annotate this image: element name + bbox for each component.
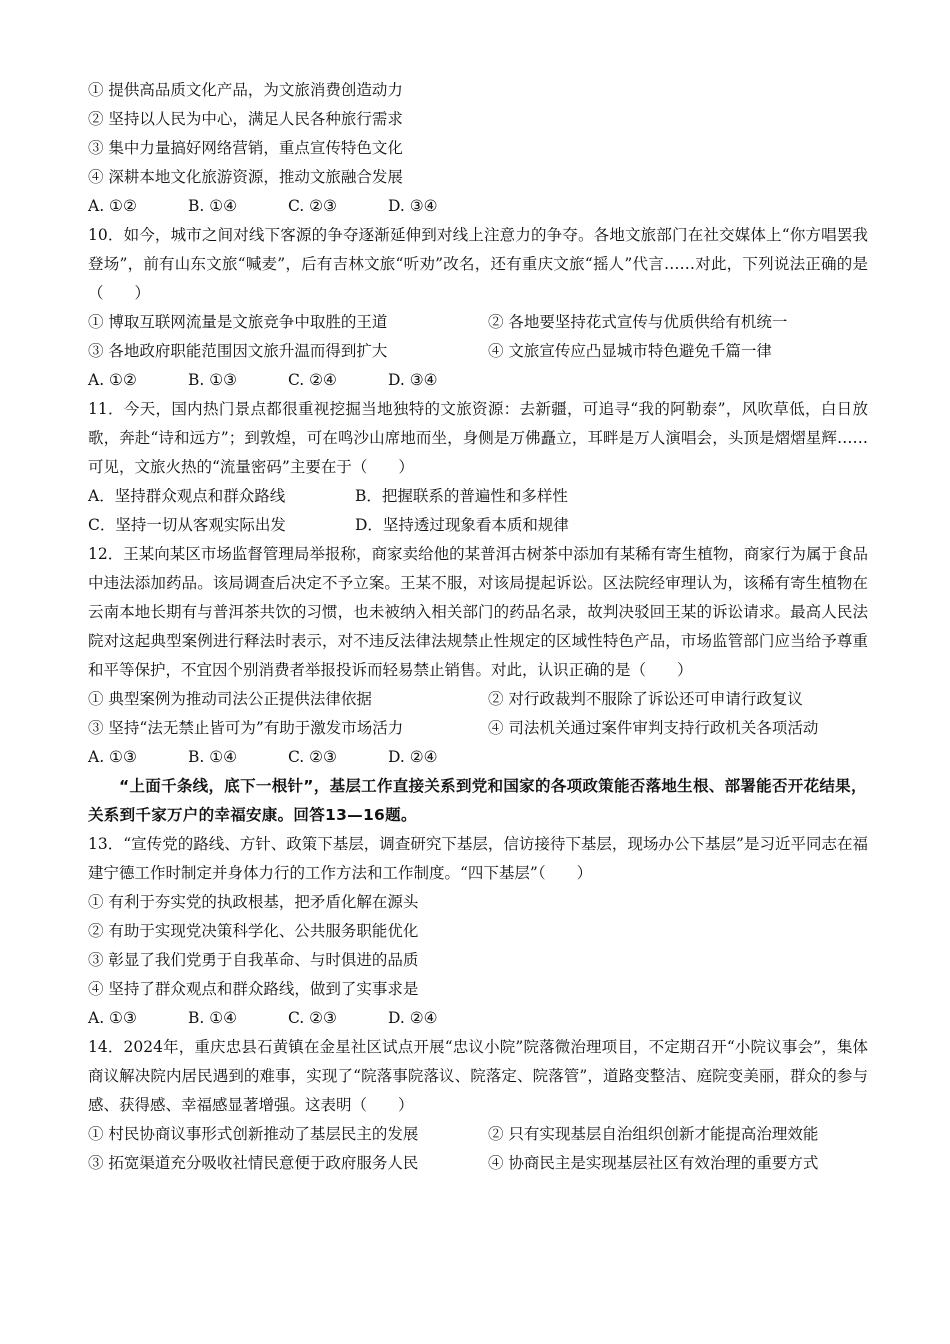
q9-answer-d: D. ③④ [388, 197, 438, 215]
q12-option-4: ④ 司法机关通过案件审判支持行政机关各项活动 [488, 719, 819, 737]
q11-option-c: C．坚持一切从客观实际出发 [88, 516, 286, 534]
q10-answer-choices [88, 366, 868, 395]
q10-option-3: ③ 各地政府职能范围因文旅升温而得到扩大 [88, 342, 388, 360]
q12-answer-a: A. ①③ [88, 748, 137, 766]
q12-answer-c: C. ②③ [288, 748, 337, 766]
question-9 [88, 76, 868, 221]
q14-option-2: ② 只有实现基层自治组织创新才能提高治理效能 [488, 1125, 819, 1143]
q13-option-1: ① 有利于夯实党的执政根基，把矛盾化解在源头 [88, 893, 419, 911]
q9-option-4: ④ 深耕本地文化旅游资源，推动文旅融合发展 [88, 168, 403, 186]
q10-options-row-1 [88, 308, 868, 337]
q10-answer-d: D. ③④ [388, 371, 438, 389]
q12-stem: 12．王某向某区市场监督管理局举报称，商家卖给他的某普洱古树茶中添加有某稀有寄生植物，商家行为属于食品中违法添加药品。该局调查后决定不予立案。王某不服，对该局提起诉讼。区法院经审理认为，该稀有寄生植物在云南本地长期有与普洱茶共饮的习惯，也未被纳入相关部门的药品名录，故判决驳回王某的诉讼请求。最高人民法院对这起典型案例进行释法时表示，对不违反法律法规禁止性规定的区域性特色产品，市场监管部门应当给予尊重和平等保护，不宜因个别消费者举报投诉而轻易禁止销售。对此，认识正确的是（ ） [88, 545, 868, 679]
q13-answer-a: A. ①③ [88, 1009, 137, 1027]
q13-option-3: ③ 彰显了我们党勇于自我革命、与时俱进的品质 [88, 951, 419, 969]
q11-options-row-1 [88, 482, 868, 511]
q9-answer-choices [88, 192, 868, 221]
q14-stem: 14．2024年，重庆忠县石黄镇在金星社区试点开展“忠议小院”院落微治理项目，不定期召开“小院议事会”，集体商议解决院内居民遇到的难事，实现了“院落事院落议、院落定、院落管”，道路变整洁、庭院变美丽，群众的参与感、获得感、幸福感显著增强。这表明（ ） [88, 1038, 868, 1114]
q13-answer-d: D. ②④ [388, 1009, 438, 1027]
q12-option-2: ② 对行政裁判不服除了诉讼还可申请行政复议 [488, 690, 803, 708]
q12-options-row-2 [88, 714, 868, 743]
q12-option-3: ③ 坚持“法无禁止皆可为”有助于激发市场活力 [88, 719, 404, 737]
q12-answer-choices [88, 743, 868, 772]
question-13 [88, 830, 868, 1033]
q11-option-d: D．坚持透过现象看本质和规律 [355, 516, 569, 534]
q11-stem: 11．今天，国内热门景点都很重视挖掘当地独特的文旅资源：去新疆，可追寻“我的阿勒泰”，风吹草低，白日放歌，奔赴“诗和远方”；到敦煌，可在鸣沙山席地而坐，身侧是万佛矗立，耳畔是万人演唱会，头顶是熠熠星辉……可见，文旅火热的“流量密码”主要在于（ ） [88, 400, 868, 476]
q10-answer-a: A. ①② [88, 371, 137, 389]
question-10 [88, 221, 868, 395]
q10-answer-c: C. ②④ [288, 371, 337, 389]
question-14 [88, 1033, 868, 1178]
q13-answer-c: C. ②③ [288, 1009, 337, 1027]
q9-option-1: ① 提供高品质文化产品，为文旅消费创造动力 [88, 81, 403, 99]
q13-answer-choices [88, 1004, 868, 1033]
q13-answer-b: B. ①④ [188, 1009, 238, 1027]
q12-answer-b: B. ①④ [188, 748, 238, 766]
q9-answer-b: B. ①④ [188, 197, 238, 215]
exam-page [88, 76, 868, 1178]
q14-options-row-2 [88, 1149, 868, 1178]
q10-option-2: ② 各地要坚持花式宣传与优质供给有机统一 [488, 313, 788, 331]
q14-option-4: ④ 协商民主是实现基层社区有效治理的重要方式 [488, 1154, 819, 1172]
q13-stem: 13．“宣传党的路线、方针、政策下基层，调查研究下基层，信访接待下基层，现场办公下基层”是习近平同志在福建宁德工作时制定并身体力行的工作方法和工作制度。“四下基层”（ ） [88, 835, 868, 882]
q14-option-1: ① 村民协商议事形式创新推动了基层民主的发展 [88, 1125, 419, 1143]
q10-stem: 10．如今，城市之间对线下客源的争夺逐渐延伸到对线上注意力的争夺。各地文旅部门在社交媒体上“你方唱罢我登场”，前有山东文旅“喊麦”，后有吉林文旅“听劝”改名，还有重庆文旅“摇人”代言……对此，下列说法正确的是（ ） [88, 226, 868, 302]
q14-options-row-1 [88, 1120, 868, 1149]
q9-option-2: ② 坚持以人民为中心，满足人民各种旅行需求 [88, 110, 403, 128]
q12-answer-d: D. ②④ [388, 748, 438, 766]
question-11 [88, 395, 868, 540]
q12-options-row-1 [88, 685, 868, 714]
q11-options-row-2 [88, 511, 868, 540]
q11-option-b: B．把握联系的普遍性和多样性 [355, 487, 568, 505]
q10-options-row-2 [88, 337, 868, 366]
q10-answer-b: B. ①③ [188, 371, 238, 389]
q9-answer-a: A. ①② [88, 197, 137, 215]
q10-option-4: ④ 文旅宣传应凸显城市特色避免千篇一律 [488, 342, 772, 360]
q9-answer-c: C. ②③ [288, 197, 337, 215]
section-intro: “上面千条线，底下一根针”，基层工作直接关系到党和国家的各项政策能否落地生根、部署能否开花结果，关系到千家万户的幸福安康。回答13—16题。 [88, 777, 867, 824]
q14-option-3: ③ 拓宽渠道充分吸收社情民意便于政府服务人民 [88, 1154, 419, 1172]
q13-option-4: ④ 坚持了群众观点和群众路线，做到了实事求是 [88, 980, 419, 998]
q13-option-2: ② 有助于实现党决策科学化、公共服务职能优化 [88, 922, 419, 940]
question-12 [88, 540, 868, 772]
q11-option-a: A．坚持群众观点和群众路线 [88, 487, 286, 505]
q10-option-1: ① 博取互联网流量是文旅竞争中取胜的王道 [88, 313, 388, 331]
q12-option-1: ① 典型案例为推动司法公正提供法律依据 [88, 690, 372, 708]
q9-option-3: ③ 集中力量搞好网络营销，重点宣传特色文化 [88, 139, 403, 157]
